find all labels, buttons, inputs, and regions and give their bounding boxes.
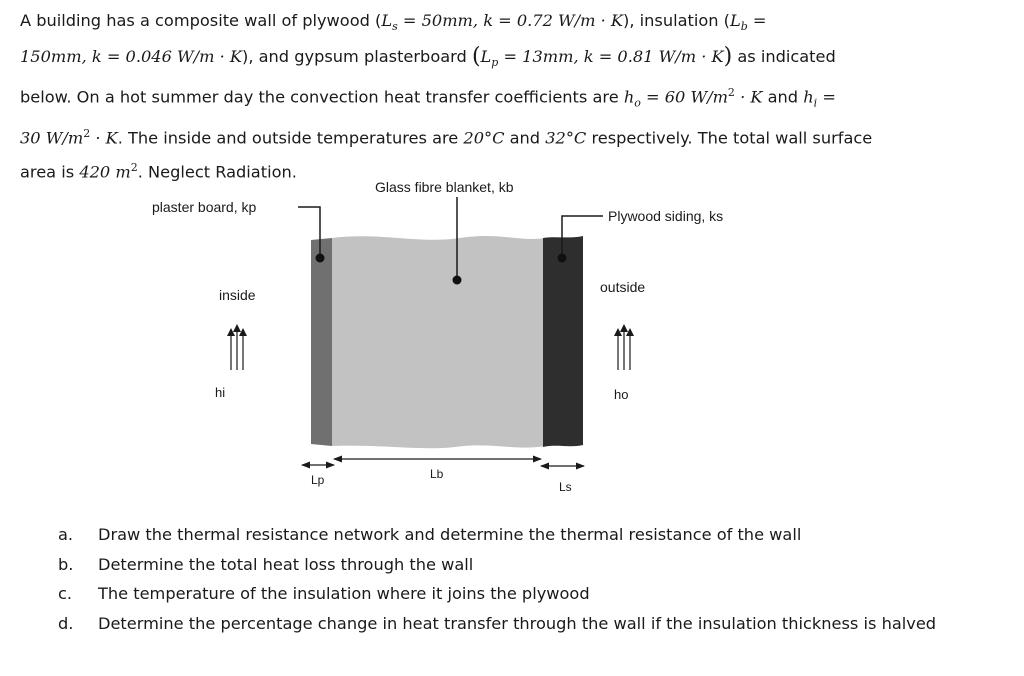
question-label: c. [58, 584, 73, 603]
lb-dimension-label: Lb [430, 467, 444, 481]
inside-airflow-arrows-icon [231, 328, 243, 370]
problem-line-4: 30 $W/m^2 \cdot K$. The inside and outside temperatures are 20°C and 32°C respectively. The total wall surface [20, 127, 873, 148]
lp-dimension-label: Lp [311, 473, 325, 487]
plywood-layer [543, 236, 583, 447]
problem-line-2: 150mm, k = 0.046 W/m · K), and gypsum plasterboard ($L_p = 13mm$, k = 0.81 W/m · K) as indicated [20, 44, 836, 70]
question-label: a. [58, 525, 74, 544]
hi-label: hi [215, 385, 226, 400]
glass-fibre-label: Glass fibre blanket, kb [375, 179, 514, 195]
plywood-siding-label: Plywood siding, ks [608, 208, 724, 224]
plasterboard-layer [311, 238, 332, 446]
problem-statement [20, 6, 1010, 188]
question-item [58, 520, 958, 550]
plaster-leader-dot [316, 254, 325, 263]
plywood-leader-dot [558, 254, 567, 263]
question-item [58, 609, 958, 639]
question-list [58, 520, 958, 638]
problem-line-3: below. On a hot summer day the convection heat transfer coefficients are $h_o = 60$ $W/m^2 \cdot K$ and $h_i$ = [20, 86, 836, 111]
question-text: Determine the total heat loss through the wall [98, 554, 474, 574]
question-label: d. [58, 613, 74, 633]
plaster-board-label: plaster board, kp [152, 199, 257, 215]
ho-label: ho [614, 387, 629, 402]
outside-label: outside [600, 279, 646, 295]
question-text: Draw the thermal resistance network and determine the thermal resistance of the wall [98, 525, 802, 544]
question-item [58, 579, 958, 609]
plaster-leader-line [298, 207, 320, 258]
question-text: The temperature of the insulation where it joins the plywood [98, 584, 590, 603]
problem-line-1: A building has a composite wall of plywood ($L_s = 50mm$, k = 0.72 W/m · K), insulation ($L_b$ = [20, 11, 767, 34]
question-label: b. [58, 554, 74, 574]
outside-airflow-arrows-icon [618, 328, 630, 370]
question-item [58, 550, 958, 580]
ls-dimension-label: Ls [559, 480, 572, 494]
inside-label: inside [219, 287, 256, 303]
problem-line-5: area is 420 $m^2$. Neglect Radiation. [20, 161, 297, 182]
glass-leader-dot [453, 276, 462, 285]
plywood-leader-line [562, 216, 603, 258]
question-text: Determine the percentage change in heat transfer through the wall if the insulation thickness is halved [98, 613, 937, 633]
glass-fibre-layer [332, 236, 545, 448]
